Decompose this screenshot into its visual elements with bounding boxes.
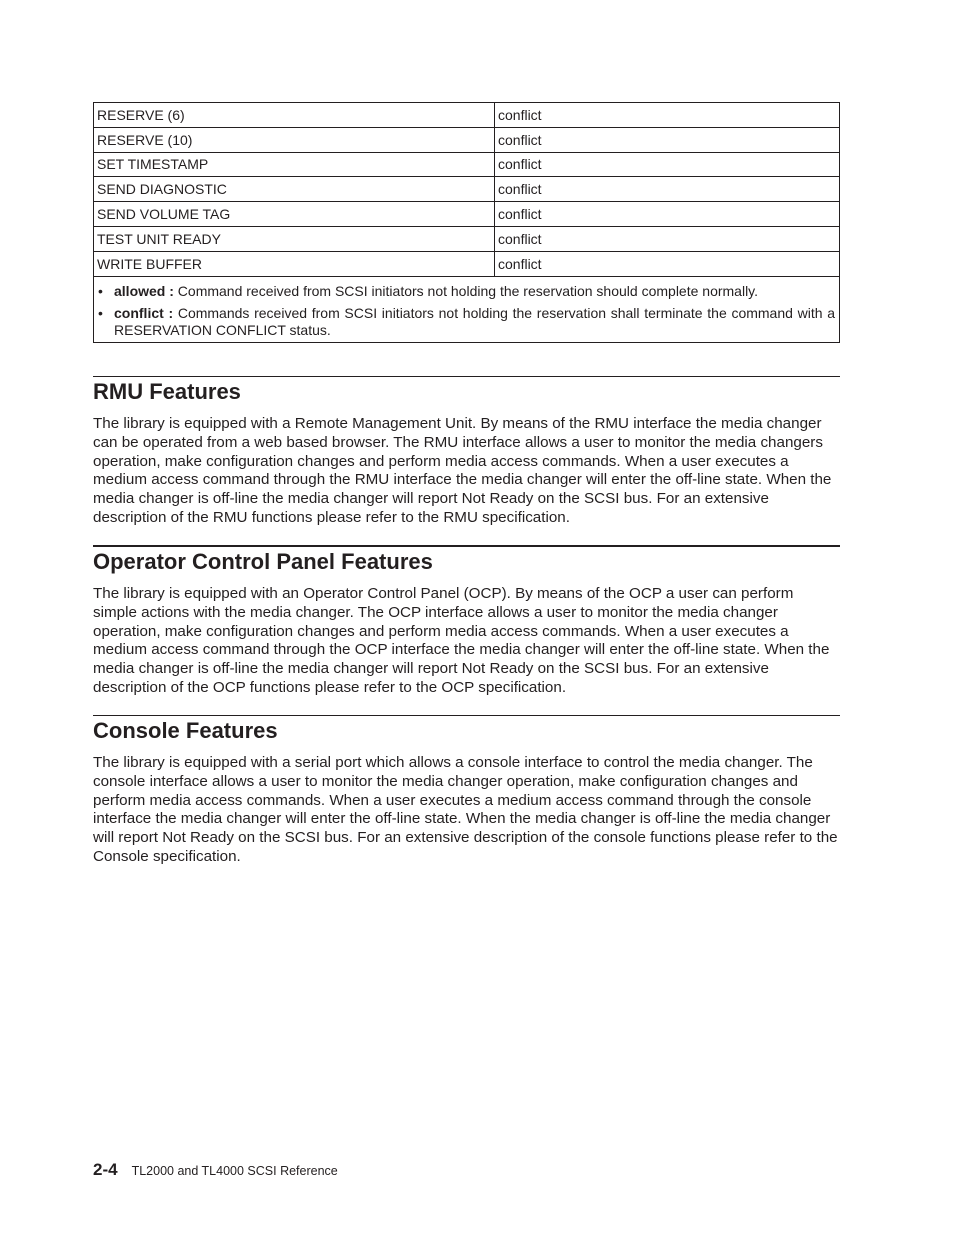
- table-row: [94, 226, 840, 251]
- command-cell: SEND DIAGNOSTIC: [94, 177, 495, 202]
- table-row: [94, 127, 840, 152]
- command-cell: RESERVE (10): [94, 127, 495, 152]
- page-footer: [93, 1160, 338, 1180]
- page-number: 2-4: [93, 1160, 118, 1179]
- section-body: The library is equipped with a serial port which allows a console interface to control the media changer. The console interface allows a user to monitor the media changer operation, make configuration changes and perform media access commands. When a user executes a medium access command through the console interface the media changer will enter the off-line state. When the media changer is off-line the media changer will report Not Ready on the SCSI bus. For an extensive description of the console functions please refer to the Console specification.: [93, 754, 838, 865]
- section-rmu-features: [93, 376, 840, 528]
- section-heading: Console Features: [93, 718, 278, 743]
- section-body: The library is equipped with an Operator Control Panel (OCP). By means of the OCP a user can perform simple actions with the media changer. The OCP interface allows a user to monitor the media changer operation, make configuration changes and perform media access commands. When a user executes a medium access command through the OCP interface the media changer will enter the off-line state. When the media changer is off-line the media changer will report Not Ready on the SCSI bus. For an extensive description of the OCP functions please refer to the OCP specification.: [93, 585, 830, 696]
- status-cell: conflict: [495, 251, 840, 276]
- table-row: [94, 251, 840, 276]
- status-cell: conflict: [495, 202, 840, 227]
- command-reservation-table: [93, 102, 840, 343]
- status-cell: conflict: [495, 103, 840, 128]
- section-console-features: [93, 715, 840, 867]
- bullet-icon: •: [98, 304, 103, 321]
- command-cell: SET TIMESTAMP: [94, 152, 495, 177]
- command-cell: TEST UNIT READY: [94, 226, 495, 251]
- table-notes-cell: [94, 276, 840, 342]
- section-heading: RMU Features: [93, 379, 241, 404]
- table-row: [94, 177, 840, 202]
- note-allowed: [98, 283, 835, 300]
- table-row: [94, 152, 840, 177]
- note-text: Commands received from SCSI initiators not holding the reservation shall terminate the command with a RESERVATION CONFLICT status.: [114, 304, 835, 338]
- section-heading: Operator Control Panel Features: [93, 549, 433, 574]
- document-title: TL2000 and TL4000 SCSI Reference: [131, 1164, 338, 1178]
- section-body: The library is equipped with a Remote Management Unit. By means of the RMU interface the media changer can be operated from a web based browser. The RMU interface allows a user to monitor the media changers operation, make configuration changes and perform media access commands. When a user executes a medium access command through the RMU interface the media changer will enter the off-line state. When the media changer is off-line the media changer will report Not Ready on the SCSI bus. For an extensive description of the RMU functions please refer to the RMU specification.: [93, 415, 832, 526]
- note-key: allowed :: [114, 282, 174, 299]
- status-cell: conflict: [495, 177, 840, 202]
- note-key: conflict :: [114, 304, 174, 321]
- note-text: Command received from SCSI initiators not holding the reservation should complete normally.: [173, 282, 759, 299]
- section-divider: [93, 376, 840, 377]
- section-divider: [93, 715, 840, 716]
- command-cell: WRITE BUFFER: [94, 251, 495, 276]
- command-cell: SEND VOLUME TAG: [94, 202, 495, 227]
- section-divider: [93, 545, 840, 547]
- status-cell: conflict: [495, 226, 840, 251]
- bullet-icon: •: [98, 282, 103, 299]
- status-cell: conflict: [495, 127, 840, 152]
- table-row: [94, 103, 840, 128]
- table-row: [94, 202, 840, 227]
- status-cell: conflict: [495, 152, 840, 177]
- section-ocp-features: [93, 545, 840, 698]
- note-conflict: [98, 305, 835, 339]
- table-notes-row: [94, 276, 840, 342]
- command-cell: RESERVE (6): [94, 103, 495, 128]
